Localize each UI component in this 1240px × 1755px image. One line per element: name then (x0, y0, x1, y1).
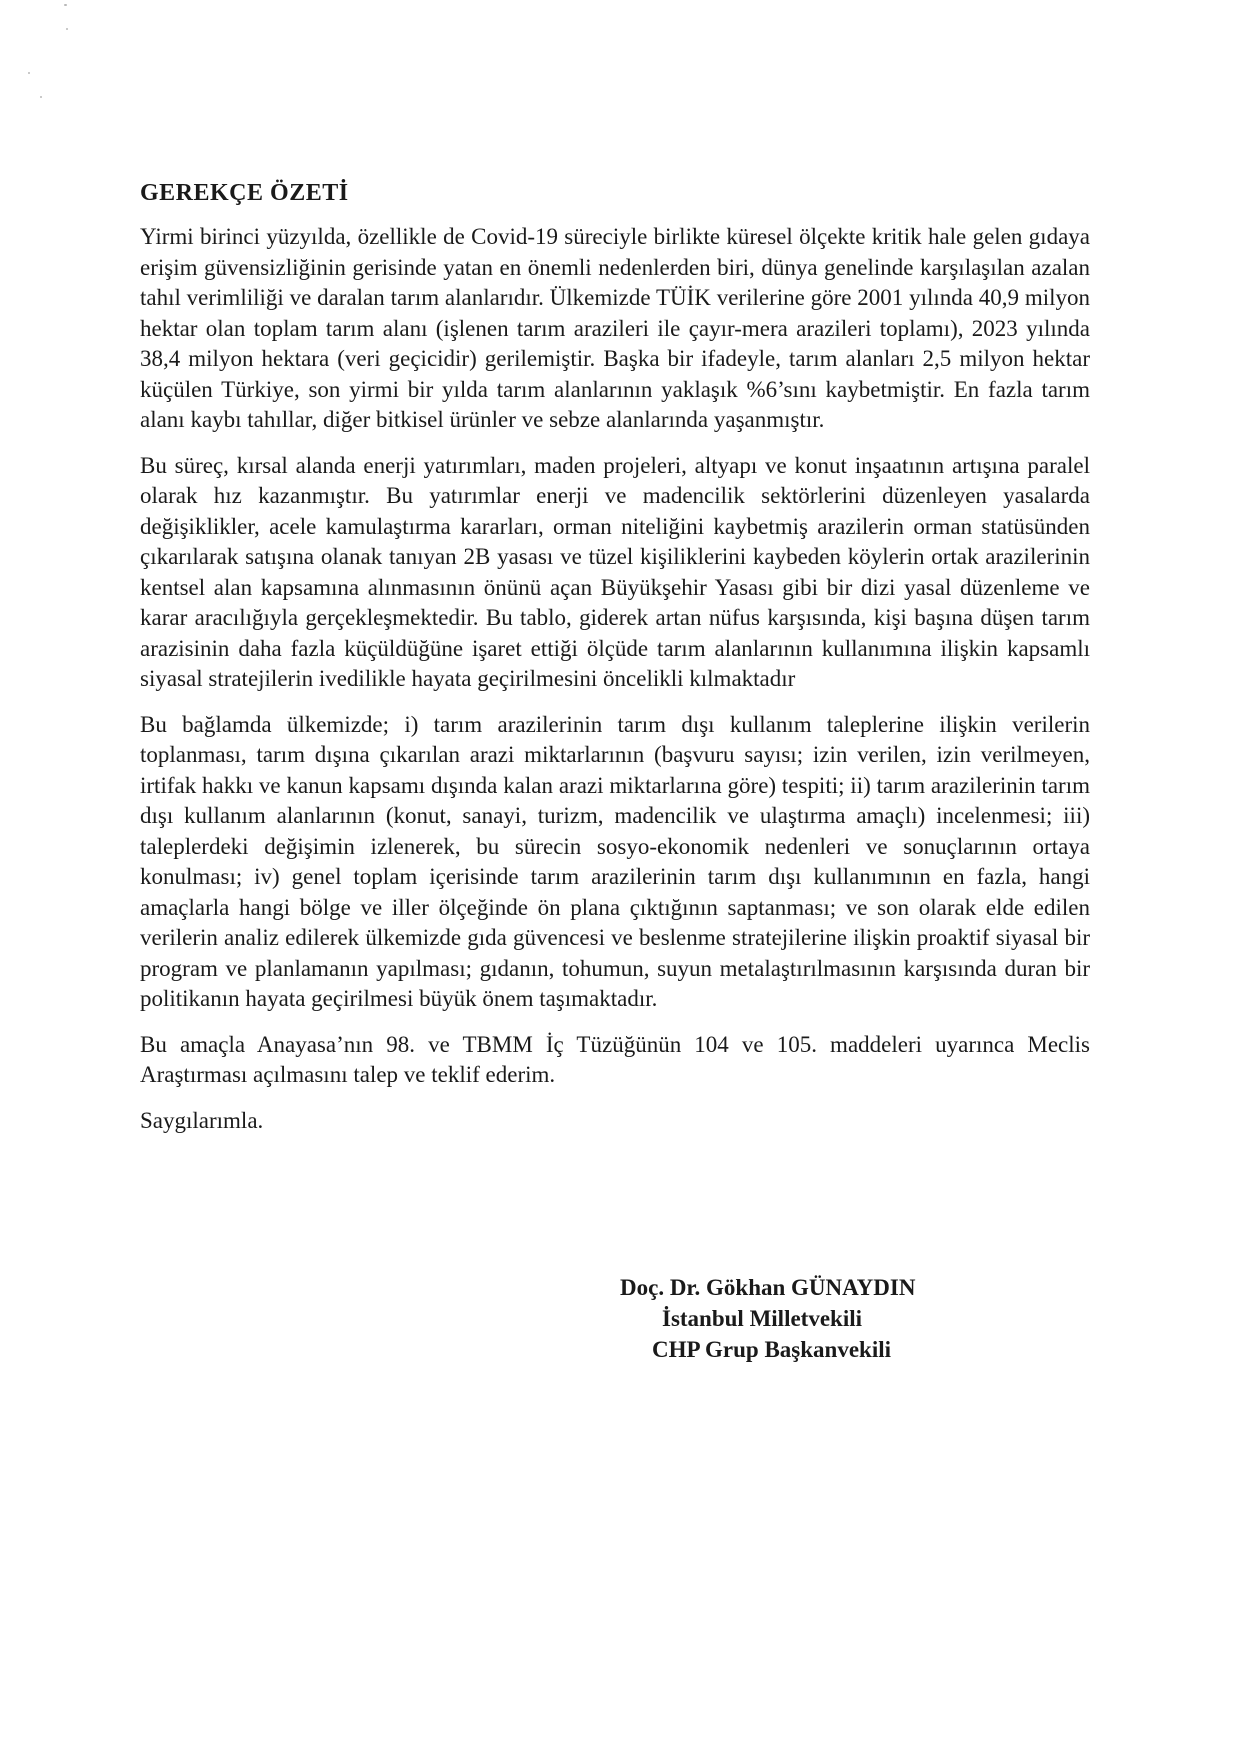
document-body (140, 178, 1090, 1151)
scan-artifact (64, 4, 67, 6)
closing-line: Saygılarımla. (140, 1107, 264, 1133)
signatory-position: İstanbul Milletvekili (662, 1306, 862, 1331)
scan-artifact (40, 96, 42, 98)
document-title: GEREKÇE ÖZETİ (140, 180, 349, 206)
paragraph-1: Yirmi birinci yüzyılda, özellikle de Covid-19 süreciyle birlikte küresel ölçekte kritik hale gelen gıdaya erişim güvensizliğinin gerisinde yatan en önemli nedenlerden biri, dünya genelinde karşılaşılan azalan tahıl verimliliği ve daralan tarım alanlarıdır. Ülkemizde TÜİK verilerine göre 2001 yılında 40,9 milyon hektar olan toplam tarım alanı (işlenen tarım arazileri ile çayır-mera arazileri toplamı), 2023 yılında 38,4 milyon hektara (veri geçicidir) gerilemiştir. Başka bir ifadeyle, tarım alanları 2,5 milyon hektar küçülen Türkiye, son yirmi bir yılda tarım alanlarının yaklaşık %6’sını kaybetmiştir. En fazla tarım alanı kaybı tahıllar, diğer bitkisel ürünler ve sebze alanlarında yaşanmıştır. (140, 224, 1090, 432)
paragraph-3: Bu bağlamda ülkemizde; i) tarım arazilerinin tarım dışı kullanım taleplerine ilişkin verilerin toplanması, tarım dışına çıkarılan arazi miktarlarının (başvuru sayısı; izin verilen, izin verilmeyen, irtifak hakkı ve kanun kapsamı dışında kalan arazi miktarlarına göre) tespiti; ii) tarım arazilerinin tarım dışı kullanım alanlarının (konut, sanayi, turizm, madencilik ve ulaştırma amaçlı) incelenmesi; iii) taleplerdeki değişimin izlenerek, bu sürecin sosyo-ekonomik nedenleri ve sonuçlarının ortaya konulması; iv) genel toplam içerisinde tarım arazilerinin tarım dışı kullanımının en fazla, hangi amaçlarla hangi bölge ve iller ölçeğinde ön plana çıktığının saptanması; ve son olarak elde edilen verilerin analiz edilerek ülkemizde gıda güvencesi ve beslenme stratejilerine ilişkin proaktif siyasal bir program ve planlamanın yapılması; gıdanın, tohumun, suyun metalaştırılmasının karşısında duran bir politikanın hayata geçirilmesi büyük önem taşımaktadır. (140, 711, 1090, 1011)
scan-artifact (66, 28, 68, 30)
signatory-group: CHP Grup Başkanvekili (652, 1337, 892, 1362)
paragraph-4: Bu amaçla Anayasa’nın 98. ve TBMM İç Tüzüğünün 104 ve 105. maddeleri uyarınca Meclis Araştırması açılmasını talep ve teklif ederim. (140, 1031, 1090, 1087)
signatory-name: Doç. Dr. Gökhan GÜNAYDIN (620, 1275, 916, 1300)
signature-block (620, 1272, 980, 1365)
paragraph-2: Bu süreç, kırsal alanda enerji yatırımları, maden projeleri, altyapı ve konut inşaatının artışına paralel olarak hız kazanmıştır. Bu yatırımlar enerji ve madencilik sektörlerini düzenleyen yasalarda değişiklikler, acele kamulaştırma kararları, orman niteliğini kaybetmiş arazilerin orman statüsünden çıkarılarak satışına olanak tanıyan 2B yasası ve tüzel kişiliklerini kaybeden köylerin ortak arazilerinin kentsel alan kapsamına alınmasının önünü açan Büyükşehir Yasası gibi bir dizi yasal düzenleme ve karar aracılığıyla gerçekleşmektedir. Bu tablo, giderek artan nüfus karşısında, kişi başına düşen tarım arazisinin daha fazla küçüldüğüne işaret ettiği ölçüde tarım alanlarının kullanımına ilişkin kapsamlı siyasal stratejilerin ivedilikle hayata geçirilmesini öncelikli kılmaktadır (140, 452, 1090, 691)
scan-artifact (28, 72, 30, 74)
